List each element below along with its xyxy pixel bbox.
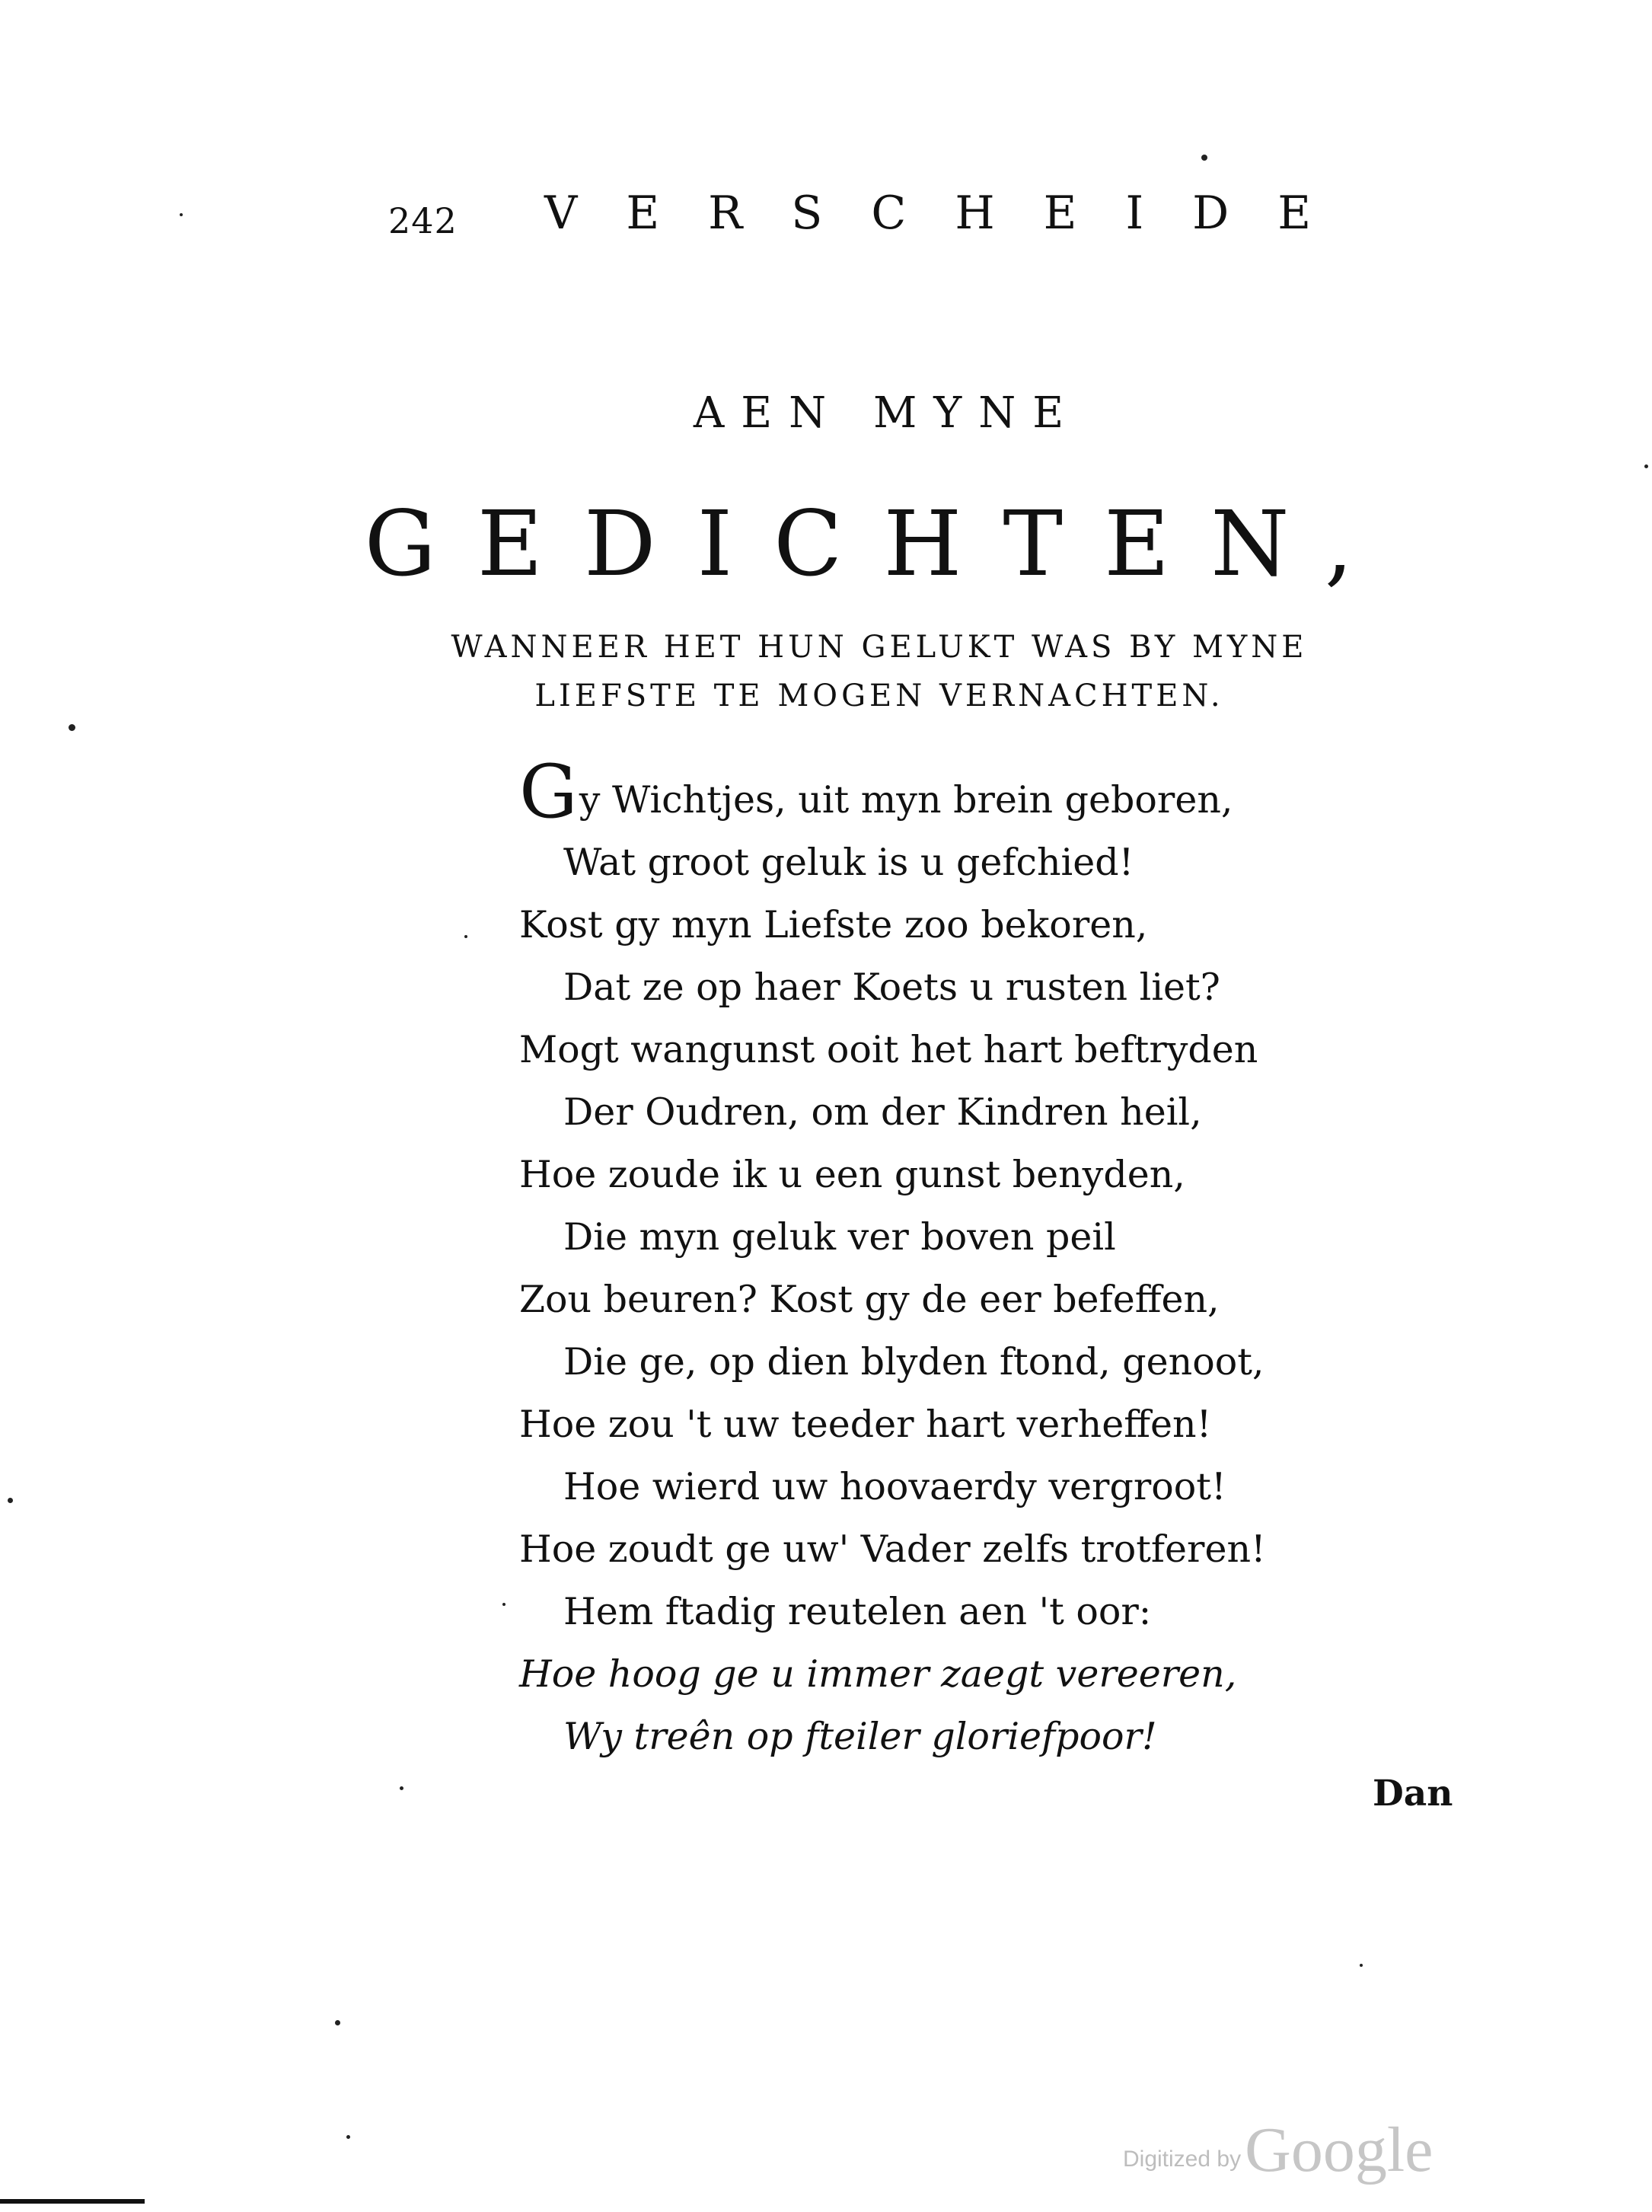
verse-line-5: Mogt wangunst ooit het hart beftryden [519,1028,1258,1071]
digitized-watermark [1123,2113,1434,2185]
scan-speck [8,1498,13,1503]
verse-line-9: Zou beuren? Kost gy de eer befeffen, [519,1278,1220,1321]
verse-line-3: Kost gy myn Liefste zoo bekoren, [519,903,1148,946]
verse-line-16: Wy treên op fteiler gloriefpoor! [563,1715,1157,1758]
subtitle [0,623,1652,720]
verse-line-4: Dat ze op haer Koets u rusten liet? [563,966,1220,1009]
running-head [388,187,1360,247]
watermark-prefix: Digitized by [1123,2147,1242,2172]
verse-line-14: Hem ftadig reutelen aen 't oor: [563,1590,1152,1633]
main-title: GEDICHTEN, [364,491,1395,596]
scan-edge-rule [0,2199,145,2204]
scan-speck [502,1603,505,1606]
verse-line-8: Die myn geluk ver boven peil [563,1215,1116,1259]
scan-speck [69,724,75,731]
scan-speck [1201,155,1207,161]
verse-line-6: Der Oudren, om der Kindren heil, [563,1090,1202,1134]
verse-line-12: Hoe wierd uw hoovaerdy vergroot! [563,1465,1226,1508]
verse-line-1-text: y Wichtjes, uit myn brein geboren, [579,778,1233,822]
subtitle-line-2: LIEFSTE TE MOGEN VERNACHTEN. [534,678,1224,713]
pre-title: AEN MYNE [693,388,1081,438]
verse-line-1 [519,749,1357,835]
verse-line-7: Hoe zoude ik u een gunst benyden, [519,1153,1185,1196]
verse-line-11: Hoe zou 't uw teeder hart verheffen! [519,1403,1212,1446]
scan-speck [400,1786,403,1790]
scan-speck [1360,1964,1363,1967]
verse-line-10: Die ge, op dien blyden ftond, genoot, [563,1340,1265,1384]
verse-line-2: Wat groot geluk is u gefchied! [563,841,1134,884]
page-number: 242 [388,200,458,241]
scan-speck [335,2020,340,2025]
scan-speck [180,213,183,216]
watermark-brand: Google [1245,2115,1434,2185]
scan-speck [346,2135,350,2139]
verse-line-13: Hoe zoudt ge uw' Vader zelfs trotferen! [519,1527,1266,1571]
scan-speck [1644,464,1648,468]
drop-cap: G [519,749,578,835]
poem [519,749,1357,1768]
running-title: VERSCHEIDE [544,187,1360,240]
verse-line-15: Hoe hoog ge u immer zaegt vereeren, [519,1652,1237,1696]
catchword: Dan [1373,1773,1453,1815]
subtitle-line-1: WANNEER HET HUN GELUKT WAS BY MYNE [451,630,1308,665]
scan-speck [464,935,467,938]
